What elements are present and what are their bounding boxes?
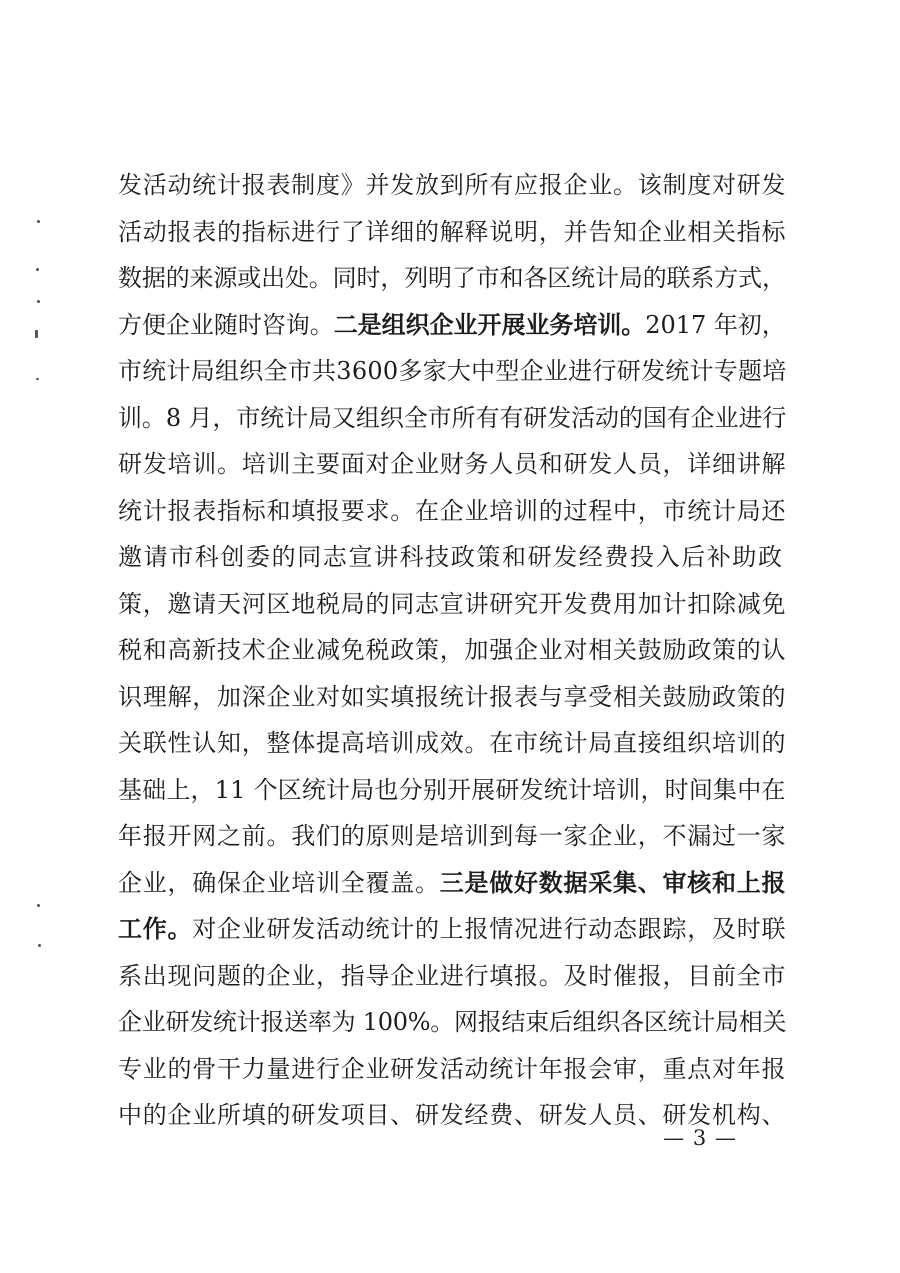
body-text-segment: 发活动统计报表制度》并发放到所有应报企业。该制度对研发 bbox=[118, 171, 786, 199]
text-line bbox=[118, 1046, 786, 1093]
body-text-segment: 活动报表的指标进行了详细的解释说明，并告知企业相关指标 bbox=[118, 217, 786, 246]
scan-speck bbox=[35, 330, 38, 338]
text-line bbox=[118, 906, 786, 953]
scan-speck bbox=[38, 944, 41, 947]
body-text-segment: 研发培训。培训主要面对企业财务人员和研发人员，详细讲解 bbox=[118, 450, 786, 478]
bold-heading-text: 工作。 bbox=[118, 914, 193, 943]
body-text-segment: 识理解，加深企业对如实填报统计报表与享受相关鼓励政策的 bbox=[118, 682, 786, 711]
scan-speck bbox=[36, 378, 39, 380]
text-line bbox=[118, 860, 786, 907]
body-text-segment: 企业，确保企业培训全覆盖。 bbox=[118, 868, 440, 897]
text-line bbox=[118, 209, 786, 256]
scan-speck bbox=[37, 220, 40, 223]
text-line bbox=[118, 767, 786, 814]
body-text-segment: 邀请市科创委的同志宣讲科技政策和研发经费投入后补助政 bbox=[118, 543, 784, 571]
bold-heading-text: 三是做好数据采集、审核和上报 bbox=[439, 867, 786, 897]
body-text-segment: 专业的骨干力量进行企业研发活动统计年报会审，重点对年报 bbox=[118, 1054, 786, 1083]
text-line bbox=[118, 674, 786, 721]
text-line bbox=[118, 953, 786, 1000]
bold-heading-text: 二是组织企业开展业务培训。 bbox=[333, 309, 646, 339]
text-line bbox=[118, 999, 786, 1046]
text-line bbox=[118, 302, 786, 349]
text-line bbox=[118, 534, 786, 581]
body-text-segment: 2017 年初， bbox=[645, 310, 786, 339]
scan-speck bbox=[36, 268, 39, 271]
body-text-segment: 训。8 月，市统计局又组织全市所有有研发活动的国有企业进行 bbox=[118, 403, 786, 432]
body-text bbox=[118, 162, 786, 1139]
scan-speck bbox=[37, 300, 40, 303]
body-text-segment: 关联性认知，整体提高培训成效。在市统计局直接组织培训的 bbox=[118, 729, 786, 757]
page-number: — 3 — bbox=[663, 1126, 737, 1150]
body-text-segment: 税和高新技术企业减免税政策，加强企业对相关鼓励政策的认 bbox=[118, 636, 786, 664]
text-line bbox=[118, 581, 786, 628]
body-text-segment: 市统计局组织全市共3600多家大中型企业进行研发统计专题培 bbox=[118, 357, 786, 385]
body-text-segment: 企业研发统计报送率为 100%。网报结束后组织各区统计局相关 bbox=[118, 1008, 786, 1036]
scan-speck bbox=[37, 904, 40, 907]
text-line bbox=[118, 162, 786, 209]
body-text-segment: 方便企业随时咨询。 bbox=[118, 310, 334, 339]
body-text-segment: 统计报表指标和填报要求。在企业培训的过程中，市统计局还 bbox=[118, 496, 786, 525]
text-line bbox=[118, 488, 786, 535]
body-text-segment: 年报开网之前。我们的原则是培训到每一家企业，不漏过一家 bbox=[118, 822, 786, 850]
text-line bbox=[118, 255, 786, 302]
text-line bbox=[118, 395, 786, 442]
body-text-segment: 对企业研发活动统计的上报情况进行动态跟踪，及时联 bbox=[192, 915, 786, 943]
body-text-segment: 数据的来源或出处。同时，列明了市和各区统计局的联系方式， bbox=[118, 264, 786, 292]
text-line bbox=[118, 348, 786, 395]
body-text-segment: 策，邀请天河区地税局的同志宣讲研究开发费用加计扣除减免 bbox=[118, 589, 786, 618]
body-text-segment: 基础上，11 个区统计局也分别开展研发统计培训，时间集中在 bbox=[118, 775, 786, 804]
body-text-segment: 中的企业所填的研发项目、研发经费、研发人员、研发机构、 bbox=[118, 1101, 786, 1129]
text-line bbox=[118, 813, 786, 860]
text-line bbox=[118, 441, 786, 488]
text-line bbox=[118, 720, 786, 767]
text-line bbox=[118, 627, 786, 674]
body-text-segment: 系出现问题的企业，指导企业进行填报。及时催报，目前全市 bbox=[118, 961, 786, 990]
